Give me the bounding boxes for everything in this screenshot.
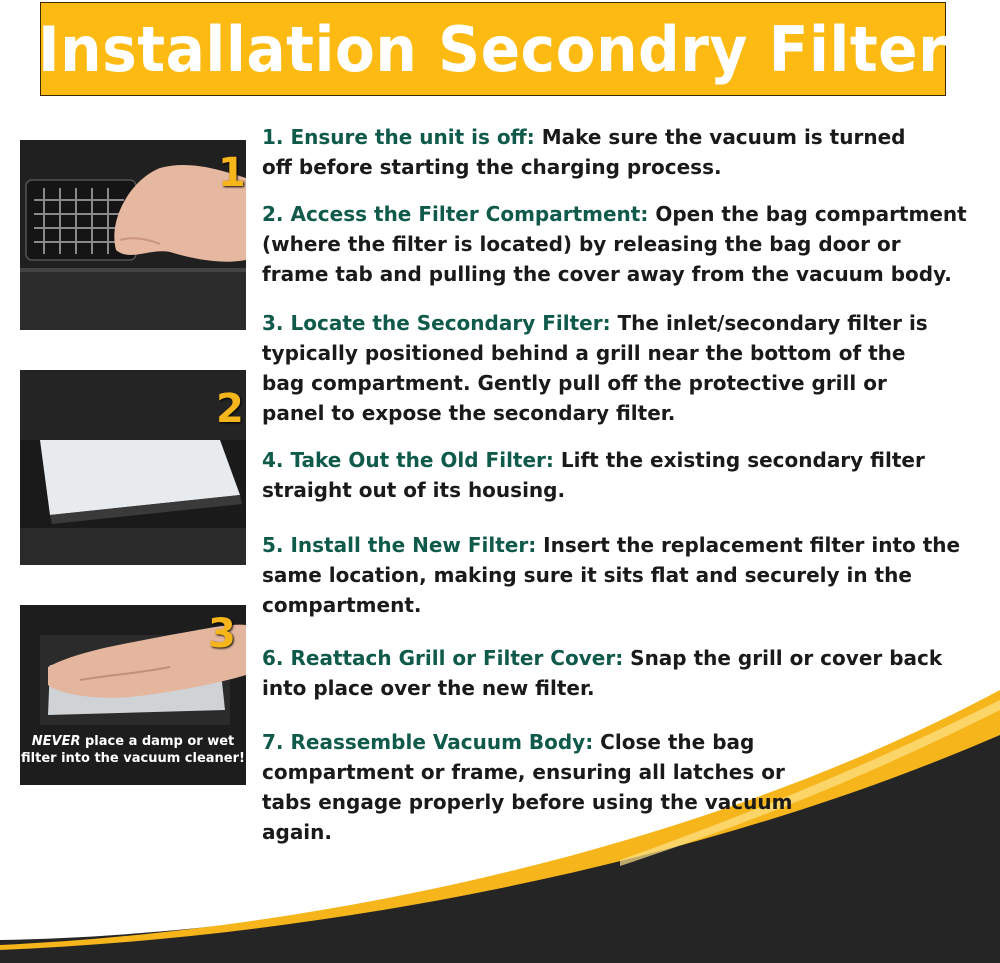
- step-4: [262, 445, 932, 505]
- step-body: Insert the replacement filter into the same location, making sure it sits flat and securely in the compartment.: [262, 533, 961, 617]
- step-1: [262, 122, 942, 182]
- step-number-2: 2: [216, 386, 244, 432]
- step-heading: 6. Reattach Grill or Filter Cover:: [262, 646, 624, 670]
- step-body: Snap the grill or cover back into place over the new filter.: [262, 646, 943, 700]
- step-heading: 4. Take Out the Old Filter:: [262, 448, 554, 472]
- step-body: Make sure the vacuum is turned off before starting the charging process.: [262, 125, 906, 179]
- step-photo-1: [20, 140, 246, 330]
- step-number-3: 3: [208, 611, 236, 657]
- step-heading: 7. Reassemble Vacuum Body:: [262, 730, 594, 754]
- step-photo-2: [20, 370, 246, 565]
- step-7: [262, 727, 802, 847]
- page-title: Installation Secondry Filter: [38, 12, 948, 86]
- step-number-1: 1: [218, 150, 246, 196]
- step-6: [262, 643, 962, 703]
- step-body: The inlet/secondary filter is typically positioned behind a grill near the bottom of the bag compartment. Gently pull off the protective grill or panel to expose the secondary filter.: [262, 311, 928, 425]
- step-5: [262, 530, 962, 620]
- warning-text: [20, 733, 246, 767]
- title-banner: [40, 2, 946, 96]
- step-photo-3: [20, 605, 246, 785]
- step-heading: 1. Ensure the unit is off:: [262, 125, 535, 149]
- step-body: Lift the existing secondary filter straight out of its housing.: [262, 448, 925, 502]
- step-body: Close the bag compartment or frame, ensuring all latches or tabs engage properly before using the vacuum again.: [262, 730, 793, 844]
- step-heading: 3. Locate the Secondary Filter:: [262, 311, 611, 335]
- step-heading: 5. Install the New Filter:: [262, 533, 537, 557]
- warning-emphasis: NEVER: [31, 734, 81, 749]
- step-3: [262, 308, 952, 428]
- step-body: Open the bag compartment (where the filter is located) by releasing the bag door or frame tab and pulling the cover away from the vacuum body.: [262, 202, 967, 286]
- warning-line1: place a damp or wet: [80, 734, 235, 749]
- step-heading: 2. Access the Filter Compartment:: [262, 202, 649, 226]
- warning-line2: filter into the vacuum cleaner!: [21, 751, 245, 766]
- step-2: [262, 199, 972, 289]
